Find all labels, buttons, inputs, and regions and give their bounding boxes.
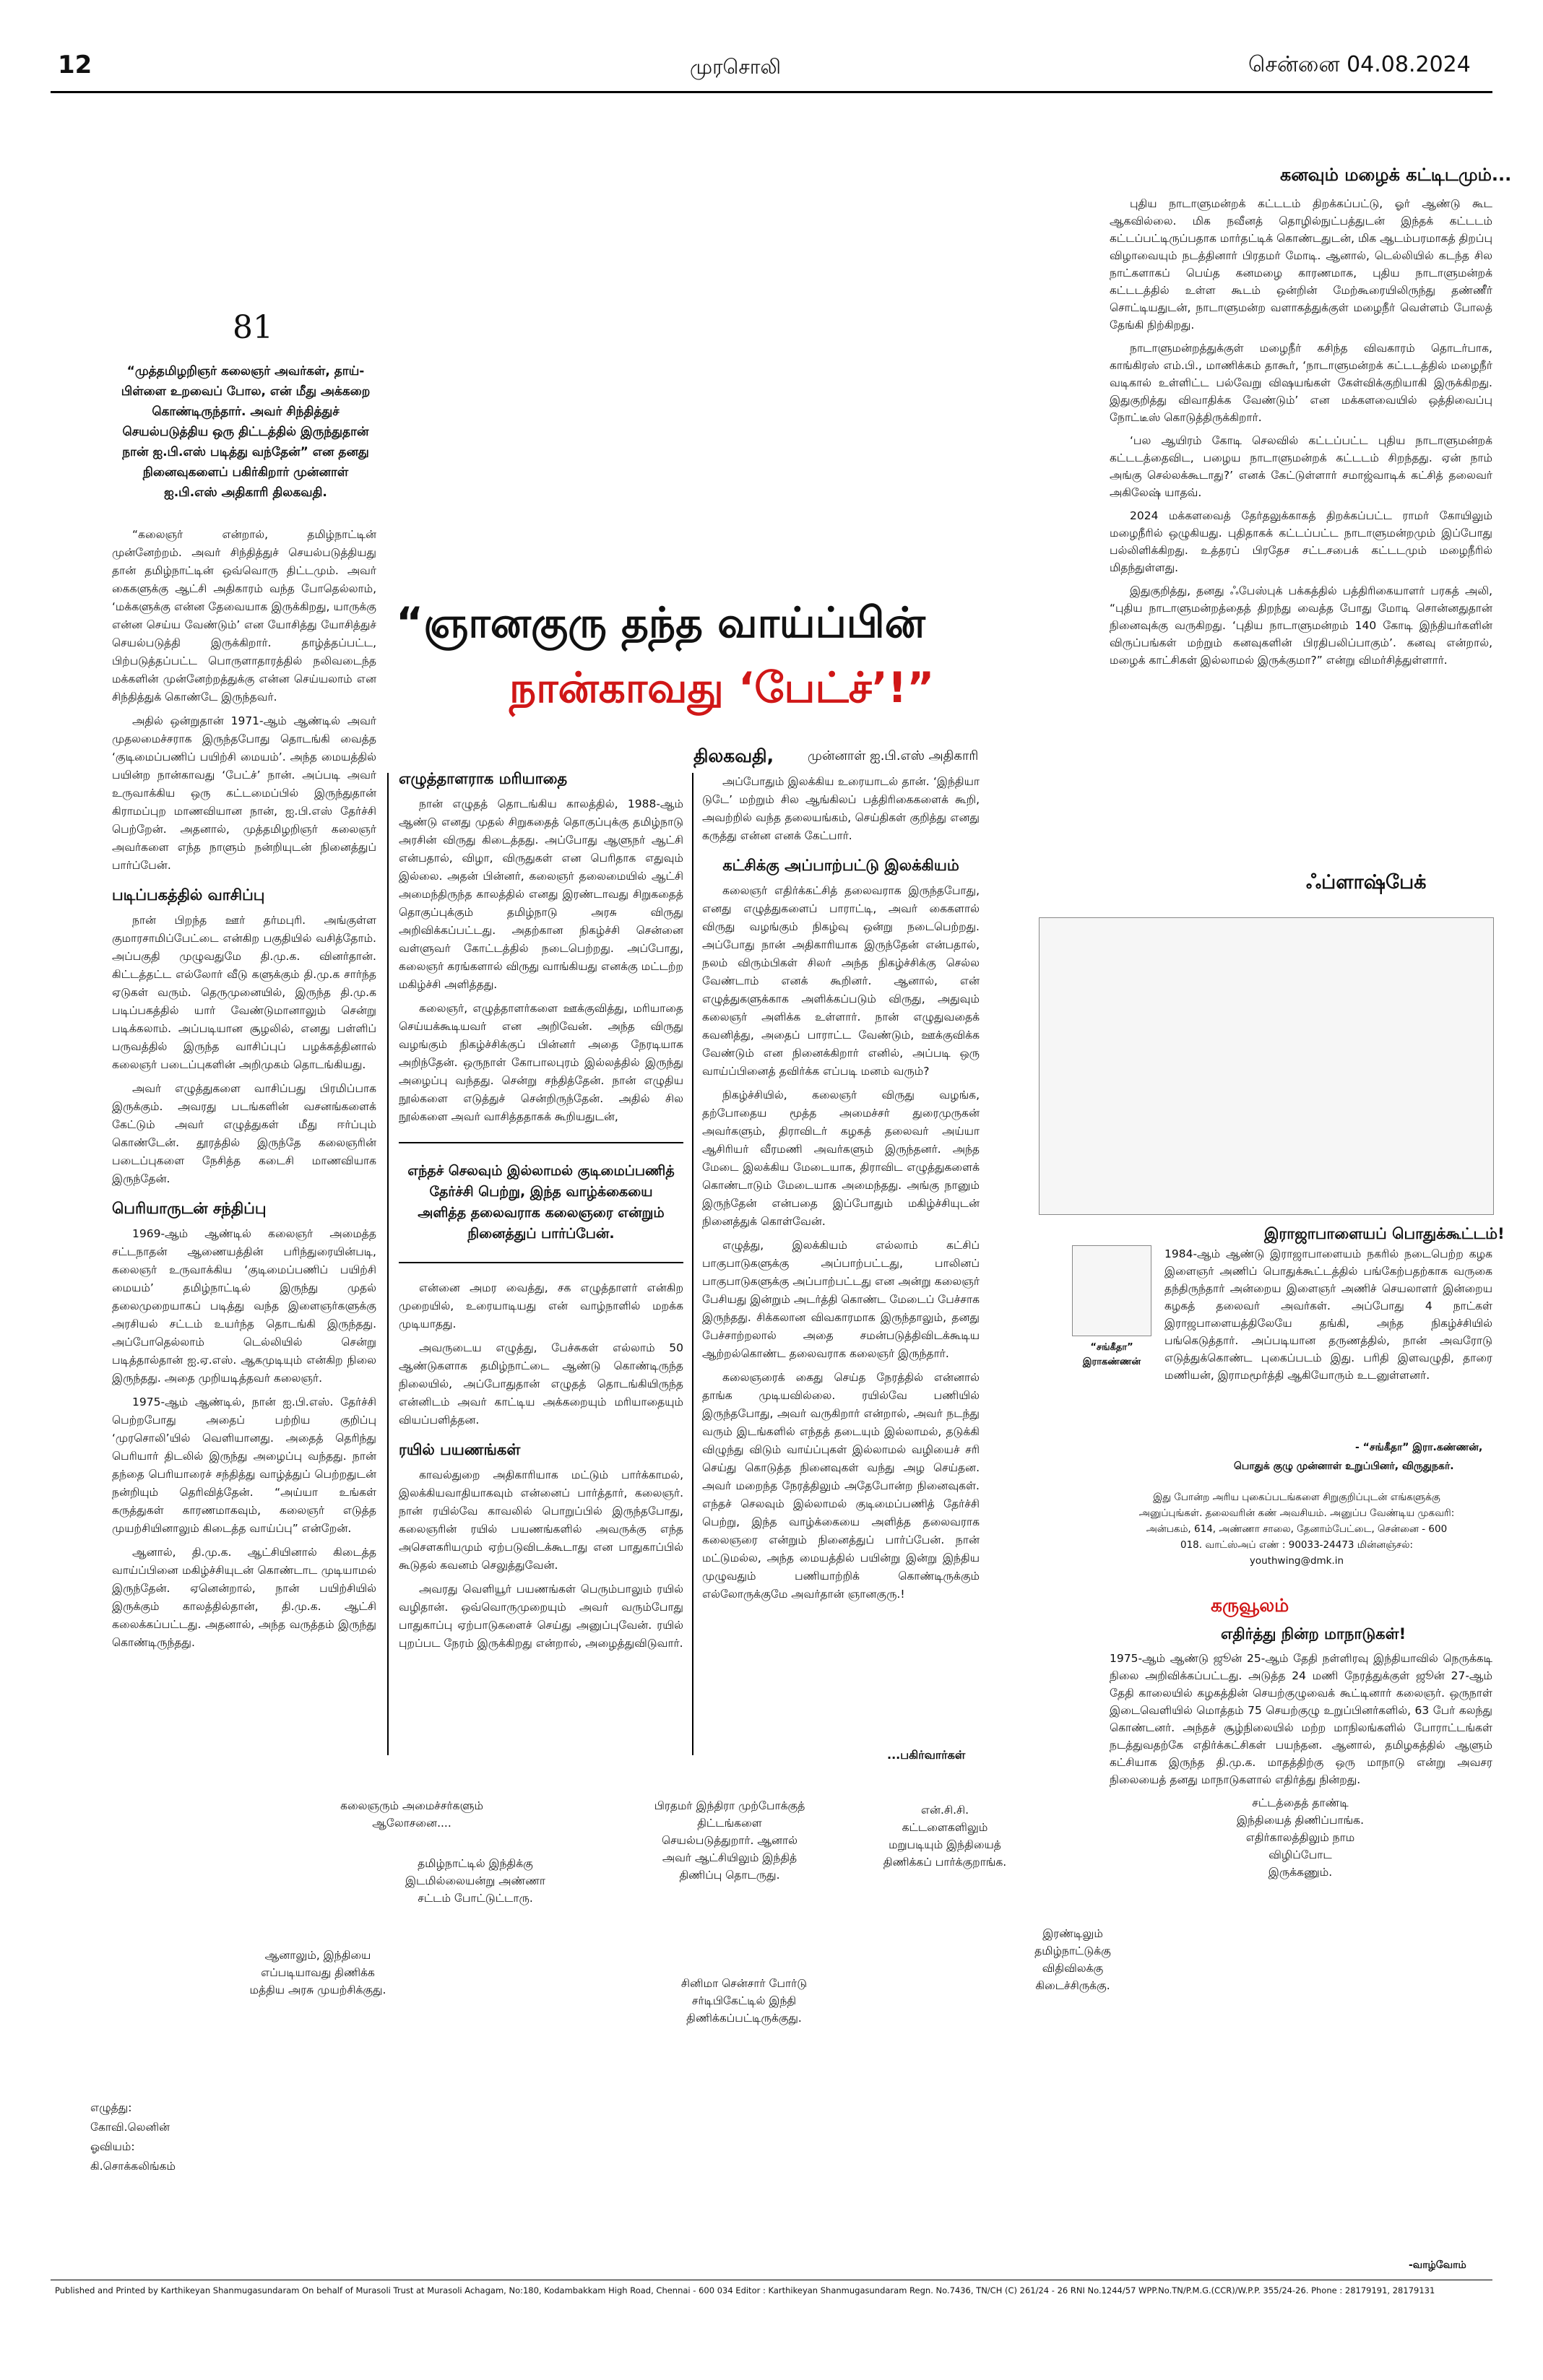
- header-rule: [51, 91, 1492, 93]
- paragraph: 2024 மக்களவைத் தேர்தலுக்காகத் திறக்கப்பட்ட ராமர் கோயிலும் மழைநீரில் ஒழுகியது. புதிதாகக் கட்டப்பட்ட நாடாளுமன்றமும் இப்போது பல்லிளிக்கிறது. உத்தரப் பிரதேச சட்டசபைக் கட்டடமும் மழைநீரில் மிதந்துள்ளது.: [1110, 509, 1492, 574]
- contributor-photo: [1072, 1245, 1151, 1336]
- series-intro: “முத்தமிழறிஞர் கலைஞர் அவர்கள், தாய்-பிள்ளை உறவைப் போல, என் மீது அக்கறை கொண்டிருந்தார். அவர் சிந்தித்துச் செயல்படுத்திய ஒரு திட்டத்தில் இருந்துதான் நான் ஐ.பி.எஸ் படித்து வந்தேன்” என தனது நினைவுகளைப் பகிர்கிறார் முன்னாள் ஐ.பி.எஸ் அதிகாரி திலகவதி.: [121, 364, 371, 500]
- continued-marker: -வாழ்வோம்: [1409, 2259, 1466, 2271]
- pull-quote: எந்தச் செலவும் இல்லாமல் குடிமைப்பணித் தேர்ச்சி பெற்று, இந்த வாழ்க்கையை அளித்த தலைவராக கலைஞரை என்றும் நினைத்துப் பார்ப்பேன்.: [407, 1163, 675, 1242]
- karuvoolam-text: 1975-ஆம் ஆண்டு ஜூன் 25-ஆம் தேதி நள்ளிரவு இந்தியாவில் நெருக்கடி நிலை அறிவிக்கப்பட்டது. அடுத்த 24 மணி நேரத்துக்குள் ஜூன் 27-ஆம் தேதி காலையில் கழகத்தின் செயற்குழுவைக் கூட்டினார் கலைஞர். ஒருநாள் இடைவெளியில் மொத்தம் 75 செயற்குழு உறுப்பினர்களில், 63 பேர் கலந்து கொண்டனர். அந்தச் சூழ்நிலையில் மற்ற மாநிலங்களில் போராட்டங்கள் நடத்துவதற்கே எதிர்க்கட்சிகள் பயந்தன. ஆனால், தமிழகத்தில் ஆளும் கட்சியாக இருந்த தி.மு.க. மாதத்திற்கு ஒரு மாநாடு என்று அவசர நிலையைத் தனது மாநாடுகளால் எதிர்த்து நின்றது.: [1110, 1652, 1492, 1786]
- comic-caption: கலைஞரும் அமைச்சர்களும் ஆலோசனை....: [340, 1799, 483, 1830]
- flashback-photo: [1039, 917, 1494, 1215]
- subheading: ரயில் பயணங்கள்: [399, 1441, 521, 1458]
- date-line: சென்னை 04.08.2024: [1248, 52, 1471, 77]
- subheading: எழுத்தாளராக மரியாதை: [399, 770, 568, 787]
- paragraph: அதில் ஒன்றுதான் 1971-ஆம் ஆண்டில் அவர் முதலமைச்சராக இருந்தபோது தொடங்கி வைத்த ‘குடிமைப்பணிப் பயிற்சி மையம்’. அந்த மையத்தில் பயின்ற நான்காவது ‘பேட்ச்’ நான். அப்படி அவர் உருவாக்கிய ஒரு கட்டமைப்பில் இருந்துதான் கிராமப்புற மாணவியான நான், ஐ.பி.எஸ் தேர்ச்சி பெற்றேன். அதனால், முத்தமிழறிஞர் கலைஞர் அவர்களை எந்த நாளும் நன்றியுடன் நினைத்துப் பார்ப்பேன்.: [112, 714, 376, 872]
- credit-line: ஓவியம்:: [90, 2140, 135, 2153]
- paragraph: அவர் எழுத்துகளை வாசிப்பது பிரமிப்பாக இருக்கும். அவரது படங்களின் வசனங்களைக் கேட்டும் அவர் எழுத்துகள் மீது ஈர்ப்பும் கொண்டேன். தூரத்தில் இருந்தே கலைஞரின் படைப்புகளை நேசித்த கடைசி மாணவியாக இருந்தேன்.: [112, 1082, 376, 1185]
- subheading: படிப்பகத்தில் வாசிப்பு: [112, 886, 265, 904]
- article-continues: ...பகிர்வார்கள்: [887, 1748, 966, 1762]
- comic-caption: சட்டத்தைத் தாண்டி இந்தியைத் திணிப்பாங்க. எதிர்காலத்திலும் நாம விழிப்போட இருக்கணும்.: [1236, 1796, 1365, 1879]
- paragraph: 1969-ஆம் ஆண்டில் கலைஞர் அமைத்த சட்டநாதன் ஆணையத்தின் பரிந்துரையின்படி, கலைஞர் உருவாக்கிய ‘குடிமைப்பணிப் பயிற்சி மையம்’ தமிழ்நாட்டில் இருந்து முதல் தலைமுறையாகப் படித்து வந்த இளைஞர்களுக்கு அரசியல் சட்டம் உயர்ந்த தொடங்கி இருந்தது. அப்போதெல்லாம் டெல்லியில் சென்று படித்தால்தான் ஐ.ஏ.எஸ். ஆகமுடியும் என்கிற நிலை இருந்தது. அதை முறியடித்தவர் கலைஞர்.: [112, 1227, 376, 1385]
- karuvoolam-title: எதிர்த்து நின்ற மாநாடுகள்!: [1221, 1625, 1406, 1643]
- right-top-body: [1110, 195, 1492, 675]
- flashback-label: ஃப்ளாஷ்பேக்: [1306, 871, 1427, 893]
- author-name: திலகவதி,: [693, 745, 774, 766]
- divider: [399, 1262, 683, 1263]
- column-divider: [387, 773, 389, 1755]
- comic-caption: இரண்டிலும் தமிழ்நாட்டுக்கு விதிவிலக்கு கிடைச்சிருக்கு.: [1034, 1927, 1111, 1992]
- paragraph: என்னை அமர வைத்து, சக எழுத்தாளர் என்கிற முறையில், உரையாடியது என் வாழ்நாளில் மறக்க முடியாதது.: [399, 1281, 683, 1330]
- comic-credits: [90, 2098, 176, 2176]
- paragraph: அவருடைய எழுத்து, பேச்சுகள் எல்லாம் 50 ஆண்டுகளாக தமிழ்நாட்டை ஆண்டு கொண்டிருந்த நிலையில், அப்போதுதான் எழுதத் தொடங்கியிருந்த என்னிடம் அவர் காட்டிய அக்கறையும் மரியாதையும் வியப்பளித்தன.: [399, 1341, 683, 1427]
- paragraph: கலைஞரைக் கைது செய்த நேரத்தில் என்னால் தாங்க முடியவில்லை. ரயில்வே பணியில் இருந்தபோது, அவர் வருகிறார் என்றால், அவர் நடந்து வரும் இடங்களில் எந்தத் தடையும் இல்லாமல், தடுக்கி விழுந்து விடும் வாய்ப்புகள் இல்லாமல் வழியைச் சரி செய்து கொடுத்த நினைவுகள் வந்து அழ செய்தன. அவர் மறைந்த நேரத்திலும் அதேபோன்ற நினைவுகள். எந்தச் செலவும் இல்லாமல் குடிமைப்பணித் தேர்ச்சி பெற்று, இந்த வாழ்க்கையை அளித்த தலைவராக கலைஞரை என்றும் நினைத்துப் பார்ப்பேன். நான் மட்டுமல்ல, அந்த மையத்தில் பயின்று இன்று இந்திய முழுவதும் பணியாற்றிக் கொண்டிருக்கும் எல்லோருக்குமே அவர்தான் ஞானகுரு.!: [702, 1371, 980, 1601]
- subheading: கட்சிக்கு அப்பாற்பட்டு இலக்கியம்: [722, 857, 959, 874]
- photo-caption: “சங்கீதா” இராகண்ணன்: [1082, 1342, 1141, 1367]
- paragraph: நான் எழுதத் தொடங்கிய காலத்தில், 1988-ஆம் ஆண்டு எனது முதல் சிறுகதைத் தொகுப்புக்கு தமிழ்நாடு அரசின் விருது கிடைத்தது. அப்போது ஆளுநர் ஆட்சி என்பதால், விழா, விருதுகள் என பெரிதாக எதுவும் இல்லை. அதன் பின்னர், கலைஞர் தலைமையில் ஆட்சி அமைந்திருந்த காலத்தில் எனது இரண்டாவது சிறுகதைத் தொகுப்புக்கும் தமிழ்நாடு அரசு விருது அறிவிக்கப்பட்டது. அதற்கான நிகழ்ச்சி சென்னை வள்ளுவர் கோட்டத்தில் நடைபெற்றது. அப்போது, கலைஞர் கரங்களால் விருது வாங்கியது எனக்கு மட்டற்ற மகிழ்ச்சி அளித்தது.: [399, 797, 683, 991]
- flashback-credit-role: பொதுக் குழு முன்னாள் உறுப்பினர், விருதுநகர்.: [1234, 1461, 1454, 1472]
- right-top-title: கனவும் மழைக் கட்டிடமும்...: [1280, 165, 1512, 185]
- paragraph: புதிய நாடாளுமன்றக் கட்டடம் திறக்கப்பட்டு, ஓர் ஆண்டு கூட ஆகவில்லை. மிக நவீனத் தொழில்நுட்பத்துடன் இந்தக் கட்டடம் கட்டப்பட்டிருப்பதாக மார்தட்டிக் கொண்டதுடன், மிக ஆடம்பரமாகத் திறப்பு விழாவையும் நடத்தினார் பிரதமர் மோடி. ஆனால், டெல்லியில் கடந்த சில நாட்களாகப் பெய்த கனமழை காரணமாக, புதிய நாடாளுமன்றக் கட்டடத்தில் உள்ள கூடம் ஒன்றின் மேற்கூரையிலிருந்து தண்ணீர் சொட்டியதுடன், நாடாளுமன்ற வளாகத்துக்குள் மழைநீர் வெள்ளம் போலத் தேங்கி நிற்கிறது.: [1110, 197, 1492, 332]
- comic-strip: [51, 1791, 1492, 2297]
- paragraph: எழுத்து, இலக்கியம் எல்லாம் கட்சிப் பாகுபாடுகளுக்கு அப்பாற்பட்டது, பாலினப் பாகுபாடுகளுக்கு அப்பாற்பட்டது என அன்று கலைஞர் பேசியது இன்றும் அடர்த்தி கொண்ட மேடைப் பேச்சாக இருந்தது. சிக்கலான விவகாரமாக இருந்தாலும், தனது பேச்சாற்றலால் அதை சமன்படுத்திவிடக்கூடிய ஆற்றல்கொண்ட தலைவராக கலைஞர் இருந்தார்.: [702, 1239, 980, 1360]
- credit-line: கி.சொக்கலிங்கம்: [90, 2160, 176, 2173]
- paragraph: 1975-ஆம் ஆண்டில், நான் ஐ.பி.எஸ். தேர்ச்சி பெற்றபோது அதைப் பற்றிய குறிப்பு ‘முரசொலி’யில் வெளியானது. அதைத் தெரிந்து பெரியார் திடலில் இருந்து அழைப்பு வந்தது. நான் தந்தை பெரியாரைச் சந்தித்து வாழ்த்துப் பெற்றதுடன் நன்றியும் தெரிவித்தேன். “அய்யா உங்கள் கருத்துகள் காரணமாகவும், கலைஞர் எடுத்த முயற்சியினாலும் கிடைத்த வாய்ப்பு” என்றேன்.: [112, 1395, 376, 1535]
- paragraph: நிகழ்ச்சியில், கலைஞர் விருது வழங்க, தற்போதைய மூத்த அமைச்சர் துரைமுருகன் அவர்களும், திராவிடர் கழகத் தலைவர் அய்யா ஆசிரியர் வீரமணி அவர்களும் இருந்தனர். அந்த மேடை இலக்கிய மேடையாக, திராவிட எழுத்துகளைக் கொண்டாடும் மேடையாக அமைந்தது. அங்கு நானும் இருந்தேன் என்பதை இப்போதும் மகிழ்ச்சியுடன் நினைத்துக் கொள்வேன்.: [702, 1089, 980, 1228]
- paragraph: கலைஞர் எதிர்க்கட்சித் தலைவராக இருந்தபோது, எனது எழுத்துகளைப் பாராட்டி, அவர் கைகளால் விருது வழங்கும் நிகழ்வு ஒன்று நடைபெற்றது. அப்போது நான் அதிகாரியாக இருந்தேன் என்பதால், நலம் விரும்பிகள் சிலர் அந்த நிகழ்ச்சிக்கு செல்ல வேண்டாம் எனக் கூறினர். ஆனால், என் எழுத்துகளுக்காக அளிக்கப்படும் விருது, அதுவும் கலைஞர் அளிக்க உள்ளார். நான் எழுதுவதைக் கவனித்து, அதைப் பாராட்ட வேண்டும், ஊக்குவிக்க வேண்டும் என நினைக்கிறார் எனில், அப்படி ஒரு வாய்ப்பினைத் தவிர்க்க எப்படி மனம் வரும்?: [702, 884, 980, 1078]
- comic-caption: பிரதமர் இந்திரா முற்போக்குத் திட்டங்களை செயல்படுத்துறார். ஆனால் அவர் ஆட்சியிலும் இந்தித் திணிப்பு தொடருது.: [654, 1799, 805, 1882]
- flashback-note: இது போன்ற அரிய புகைப்படங்களை சிறுகுறிப்புடன் எங்களுக்கு அனுப்புங்கள். தலைவரின் கண் அவசியம். அனுப்ப வேண்டிய முகவரி: அன்பகம், 614, அண்ணா சாலை, தேனாம்பேட்டை, சென்னை - 600 018. வாட்ஸ்அப் எண் : 90033-24473 மின்னஞ்சல்: youthwing@dmk.in: [1138, 1492, 1455, 1567]
- comic-caption: சினிமா சென்சார் போர்டு சர்டிபிகேட்டில் இந்தி திணிக்கப்பட்டிருக்குது.: [680, 1977, 808, 2025]
- headline-line-1: “ஞானகுரு தந்த வாய்ப்பின்: [396, 598, 925, 647]
- paragraph: நாடாளுமன்றத்துக்குள் மழைநீர் கசிந்த விவகாரம் தொடர்பாக, காங்கிரஸ் எம்.பி., மாணிக்கம் தாகூர், ‘நாடாளுமன்றக் கட்டடத்தில் மழைநீர் வடிகால் உள்ளிட்ட பல்வேறு விஷயங்கள் கேள்விக்குறியாகி இருக்கிறது. இதுகுறித்து விவாதிக்க வேண்டும்’ என மக்களவையில் ஒத்திவைப்பு நோட்டீஸ் கொடுத்திருக்கிறார்.: [1110, 342, 1492, 424]
- paragraph: “கலைஞர் என்றால், தமிழ்நாட்டின் முன்னேற்றம். அவர் சிந்தித்துச் செயல்படுத்தியது தான் தமிழ்நாட்டின் ஒவ்வொரு திட்டமும். அவர் கைகளுக்கு ஆட்சி அதிகாரம் வந்த போதெல்லாம், ‘மக்களுக்கு என்ன தேவையாக இருக்கிறது, யாருக்கு என்ன செய்ய வேண்டும்’ என யோசித்து யோசித்துச் செயல்படுத்தி இருக்கிறார். தாழ்த்தப்பட்ட, பிற்படுத்தப்பட்ட பொருளாதாரத்தில் நலிவடைந்த மக்களின் முன்னேற்றத்துக்கு என்ன செய்யலாம் என சிந்தித்துக் கொண்டே இருந்தவர்.: [112, 528, 376, 704]
- paragraph: நான் பிறந்த ஊர் தர்மபுரி. அங்குள்ள குமாரசாமிப்பேட்டை என்கிற பகுதியில் வசித்தோம். அப்பகுதி முழுவதுமே தி.மு.க. வினர்தான். கிட்டத்தட்ட எல்லோர் வீடு களுக்கும் தி.மு.க சார்ந்த ஏடுகள் வரும். தெருமுனையில், இருந்த தி.மு.க படிப்பகத்தில் யார் வேண்டுமானாலும் சென்று படிக்கலாம். அப்படியான சூழலில், எனது பள்ளிப் பருவத்தில் இருந்த வாசிப்புப் பழக்கத்தினால் கலைஞர் படைப்புகளின் அறிமுகம் தொடங்கியது.: [112, 914, 376, 1071]
- author-role: முன்னாள் ஐ.பி.எஸ் அதிகாரி: [808, 748, 979, 763]
- column-divider: [692, 773, 693, 1755]
- paragraph: ஆனால், தி.மு.க. ஆட்சியினால் கிடைத்த வாய்ப்பினை மகிழ்ச்சியுடன் கொண்டாட முடியாமல் இருந்தேன். ஏனென்றால், நான் பயிற்சியில் இருக்கும் காலத்தில்தான், தி.மு.க. ஆட்சி கலைக்கப்பட்டது. அதனால், அந்த வருத்தம் இருந்து கொண்டிருந்தது.: [112, 1546, 376, 1649]
- article-column-2: [399, 770, 683, 1658]
- subheading: பெரியாருடன் சந்திப்பு: [112, 1200, 267, 1217]
- headline-line-2: நான்காவது ‘பேட்ச்’!”: [509, 663, 935, 712]
- karuvoolam-label: கருவூலம்: [1211, 1595, 1289, 1616]
- divider: [399, 1142, 683, 1143]
- imprint-line: Published and Printed by Karthikeyan Shanmugasundaram On behalf of Murasoli Trust at Murasoli Achagam, No:180, Kodambakkam High Road, Chennai - 600 034 Editor : Karthikeyan Shanmugasundaram Regn. No.7436, TN/CH (C) 261/24 - 26 RNI No.1244/57 WPP.No.TN/P.M.G.(CCR)/W.P.P. 355/24-26. Phone : 28179191, 28179131: [55, 2285, 1435, 2295]
- comic-caption: என்.சி.சி. கட்டளைகளிலும் மறுபடியும் இந்தியைத் திணிக்கப் பார்க்குறாங்க.: [883, 1804, 1007, 1869]
- flashback-credit: - “சங்கீதா” இரா.கண்ணன்,: [1355, 1442, 1483, 1453]
- flashback-title: இராஜாபாளையப் பொதுக்கூட்டம்!: [1264, 1225, 1505, 1242]
- comic-caption: ஆனாலும், இந்தியை எப்படியாவது திணிக்க மத்திய அரசு முயற்சிக்குது.: [249, 1949, 386, 1996]
- paragraph: கலைஞர், எழுத்தாளர்களை ஊக்குவித்து, மரியாதை செய்யக்கூடியவர் என அறிவேன். அந்த விருது வழங்கும் நிகழ்ச்சிக்குப் பின்னர் அதை நேரடியாக அறிந்தேன். ஒருநாள் கோபாலபுரம் இல்லத்தில் இருந்து அழைப்பு வந்தது. சென்று சந்தித்தேன். நான் எழுதிய நூல்களை எடுத்துச் சென்றிருந்தேன். அதில் சில நூல்களை அவர் வாசித்ததாகக் கூறியதுடன்,: [399, 1002, 683, 1123]
- series-number: 81: [233, 309, 273, 346]
- flashback-text: 1984-ஆம் ஆண்டு இராஜாபாளையம் நகரில் நடைபெற்ற கழக இளைஞர் அணிப் பொதுக்கூட்டத்தில் பங்கேற்பதற்காக வருகை தந்திருந்தார் அன்றைய இளைஞர் அணிச் செயலாளர் இன்றைய கழகத் தலைவர் அவர்கள். அப்போது 4 நாட்கள் இராஜபாளையத்திலேயே தங்கி, அந்த நிகழ்ச்சியில் பங்கெடுத்தார். அப்படியான தருணத்தில், நான் அவரோடு எடுத்துக்கொண்ட புகைப்படம் இது. பரிதி இளவழுதி, தாரை மணியன், இராமமூர்த்தி ஆகியோரும் உடனுள்ளனர்.: [1164, 1247, 1492, 1382]
- paper-name: முரசொலி: [690, 55, 781, 79]
- paragraph: இதுகுறித்து, தனது ஃபேஸ்புக் பக்கத்தில் பத்திரிகையாளர் பரகத் அலி, “புதிய நாடாளுமன்றத்தைத் திறந்து வைத்த போது மோடி சொன்னதுதான் நினைவுக்கு வருகிறது. ‘புதிய நாடாளுமன்றம் 140 கோடி இந்தியர்களின் விருப்பங்கள் மற்றும் கனவுகளின் பிரதிபலிப்பாகும்’. கனவு என்றால், மழைக் காட்சிகள் இல்லாமல் இருக்குமா?” என்று விமர்சித்துள்ளார்.: [1110, 584, 1492, 667]
- page-number: 12: [58, 51, 92, 79]
- paragraph: ‘பல ஆயிரம் கோடி செலவில் கட்டப்பட்ட புதிய நாடாளுமன்றக் கட்டடத்தைவிட, பழைய நாடாளுமன்றக் கட்டடம் சிறந்தது. ஏன் நாம் அங்கு செல்லக்கூடாது?’ எனக் கேட்டுள்ளார் சமாஜ்வாடிக் கட்சித் தலைவர் அகிலேஷ் யாதவ்.: [1110, 434, 1492, 499]
- credit-line: எழுத்து:: [90, 2101, 132, 2114]
- article-column-3: [702, 773, 980, 1609]
- paragraph: அவரது வெளியூர் பயணங்கள் பெரும்பாலும் ரயில் வழிதான். ஒவ்வொருமுறையும் அவர் வரும்போது பாதுகாப்பு ஏற்பாடுகளைச் செய்து அனுப்புவேன். ரயில் புறப்பட நேரம் இருக்கிறது என்றால், அழைத்துவிடுவார்.: [399, 1583, 683, 1650]
- article-column-1: [112, 526, 376, 1658]
- credit-line: கோவி.லெனின்: [90, 2121, 170, 2134]
- paragraph: அப்போதும் இலக்கிய உரையாடல் தான். ‘இந்தியா டுடே’ மற்றும் சில ஆங்கிலப் பத்திரிகைகளைக் கூறி, அவற்றில் வந்த தலையங்கம், செய்திகள் குறித்து எனது கருத்து என்ன எனக் கேட்பார்.: [702, 775, 980, 842]
- paragraph: காவல்துறை அதிகாரியாக மட்டும் பார்க்காமல், இலக்கியவாதியாகவும் என்னைப் பார்த்தார், கலைஞர். நான் ரயில்வே காவலில் பொறுப்பில் இருந்தபோது, கலைஞரின் ரயில் பயணங்களில் அவருக்கு எந்த அசௌகரியமும் ஏற்படுவிடக்கூடாது என பாதுகாப்பில் கூடுதல் கவனம் செலுத்துவேன்.: [399, 1468, 683, 1572]
- comic-caption: தமிழ்நாட்டில் இந்திக்கு இடமில்லையன்று அண்ணா சட்டம் போட்டுட்டாரு.: [405, 1857, 546, 1905]
